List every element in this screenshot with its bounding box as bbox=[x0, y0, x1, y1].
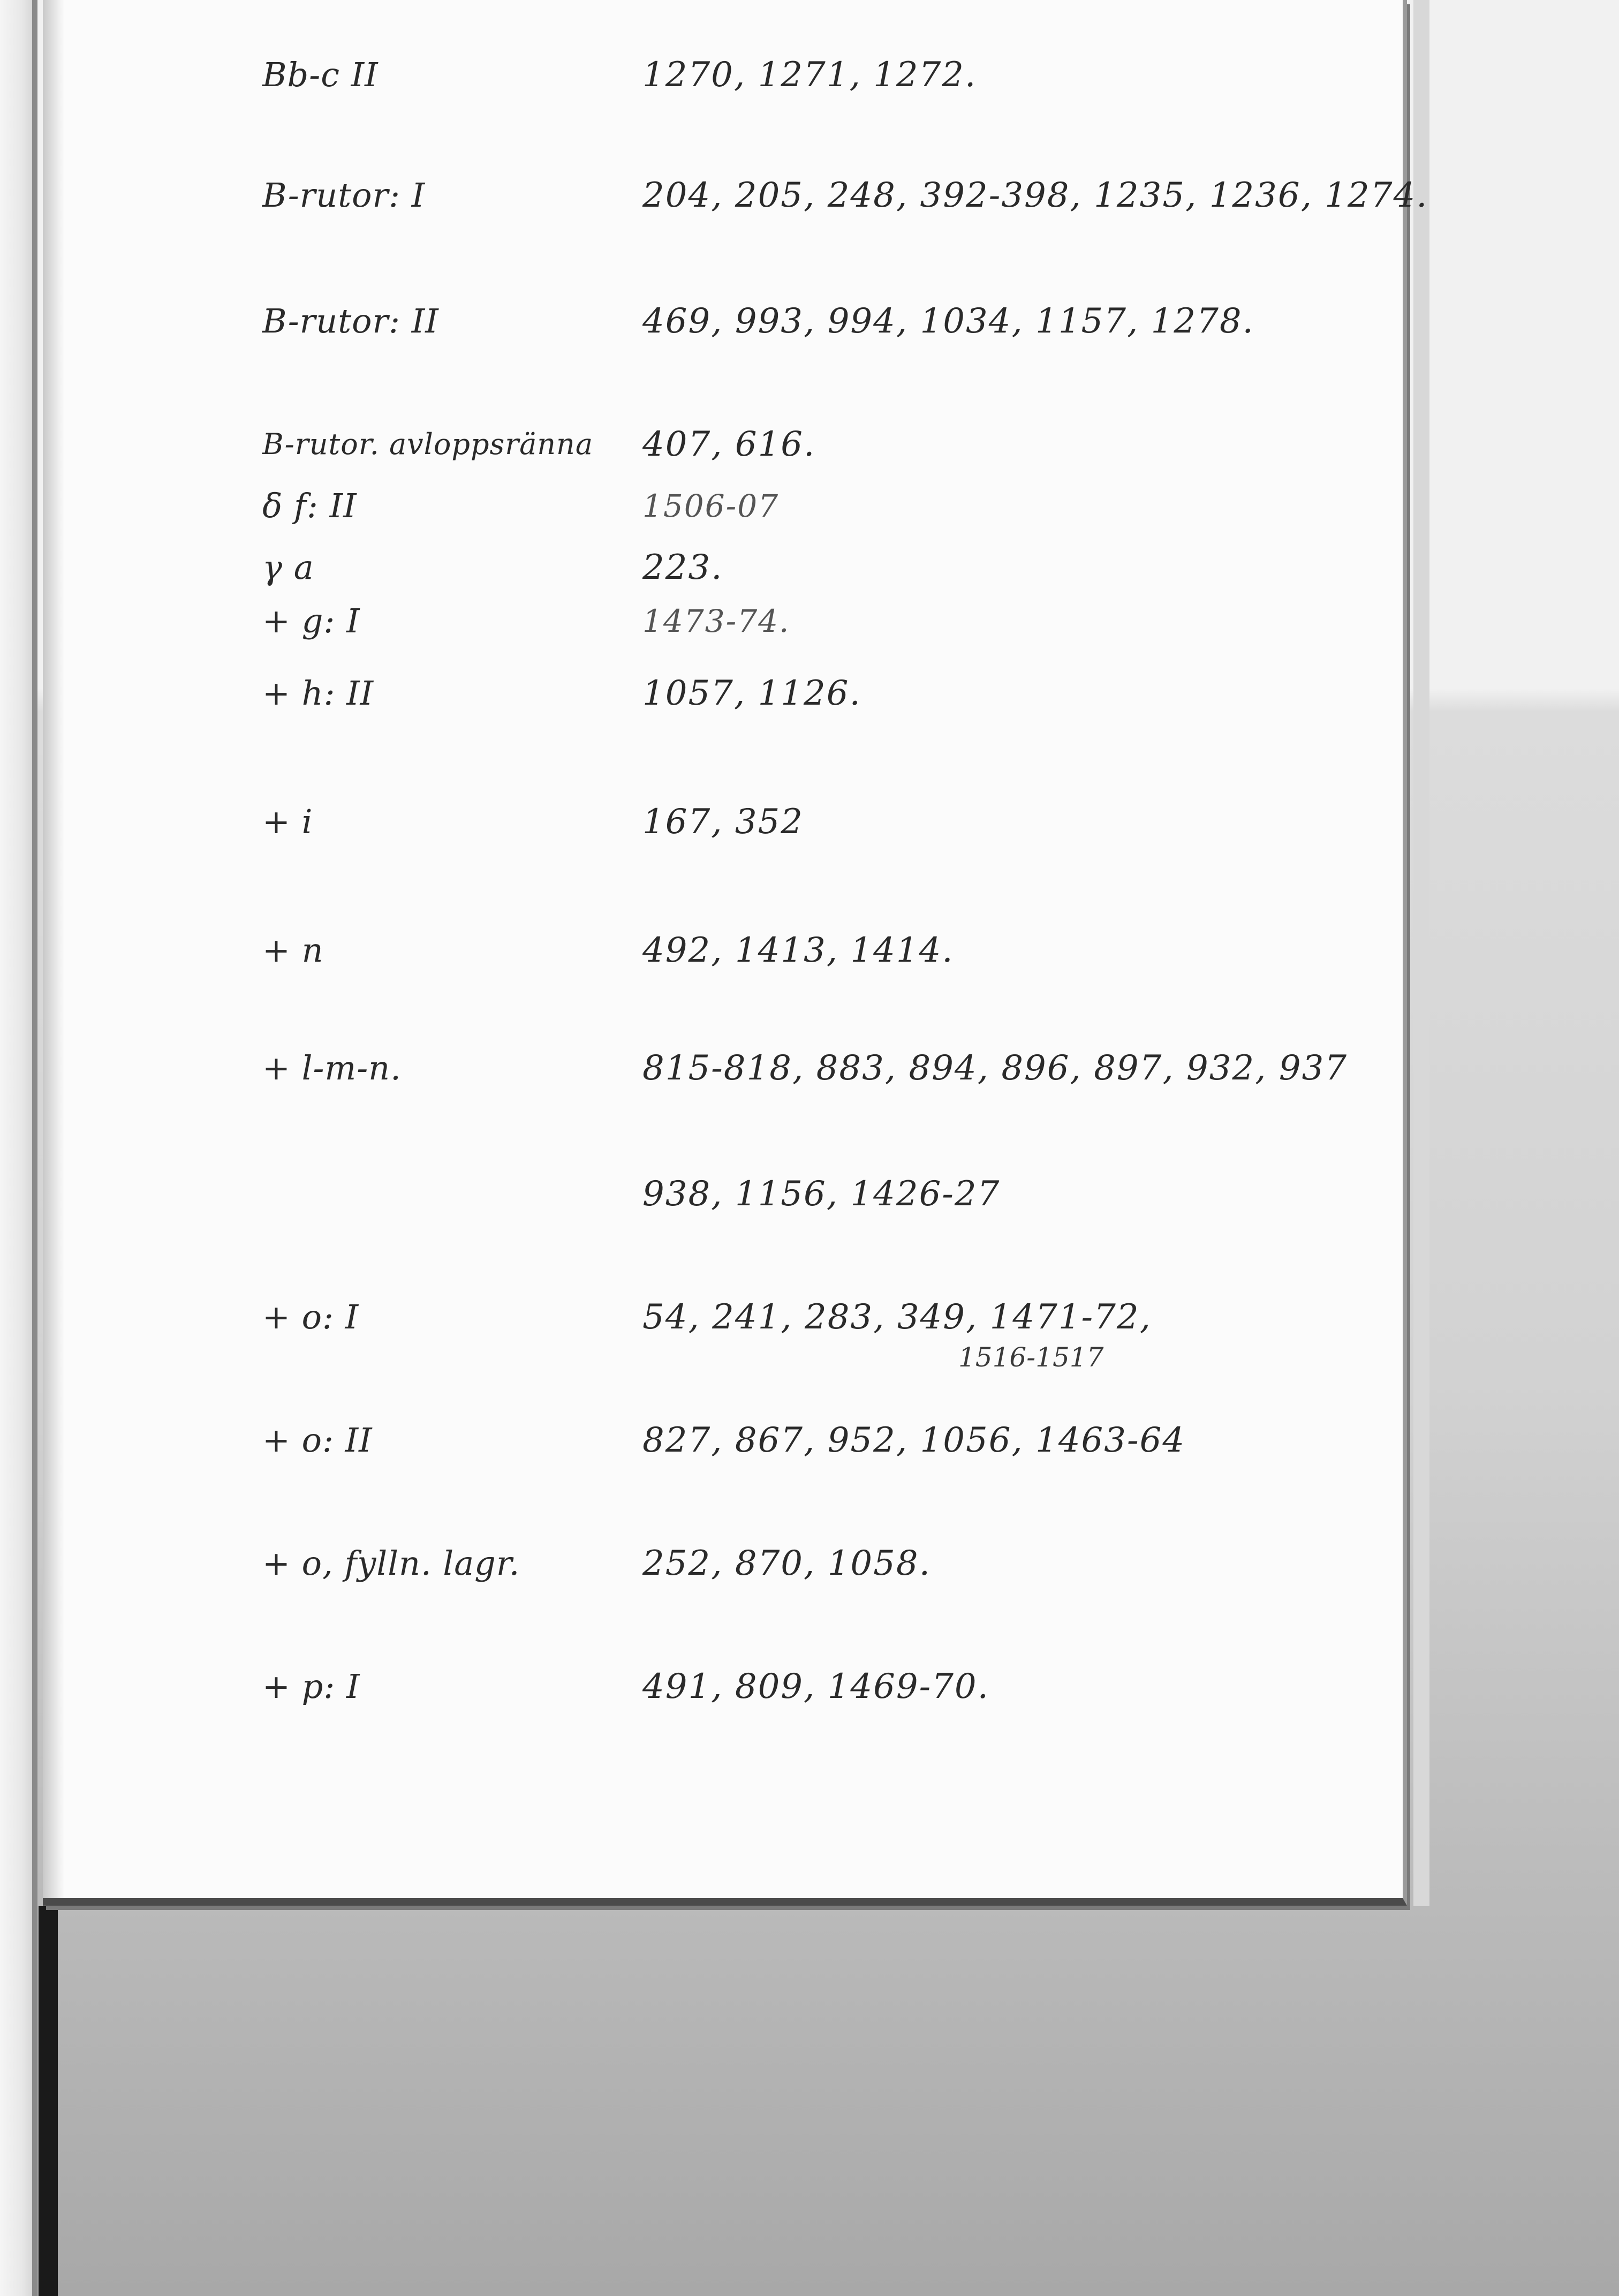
entry-value: 1506-07 bbox=[642, 488, 780, 524]
entry-value: 204, 205, 248, 392-398, 1235, 1236, 1274. bbox=[642, 176, 1428, 215]
entry-label: + o: I bbox=[262, 1297, 359, 1336]
entry-label: δ f: II bbox=[262, 486, 357, 525]
entry-value: 1473-74. bbox=[642, 603, 790, 639]
entry-value: 815-818, 883, 894, 896, 897, 932, 937 bbox=[642, 1048, 1348, 1088]
entry-value: 469, 993, 994, 1034, 1157, 1278. bbox=[642, 301, 1254, 341]
entry-label: + i bbox=[262, 802, 313, 841]
entry-value: 407, 616. bbox=[642, 425, 816, 464]
entry-value: 252, 870, 1058. bbox=[642, 1544, 931, 1583]
entry-label: γ a bbox=[262, 548, 314, 587]
entry-value: 491, 809, 1469-70. bbox=[642, 1667, 989, 1706]
entry-label: B-rutor: II bbox=[262, 301, 439, 341]
entry-label: + g: I bbox=[262, 601, 360, 640]
entry-label: + o, fylln. lagr. bbox=[262, 1544, 520, 1583]
entry-label: B-rutor. avloppsränna bbox=[262, 427, 594, 461]
entry-value: 492, 1413, 1414. bbox=[642, 931, 954, 970]
entry-value: 1057, 1126. bbox=[642, 674, 861, 713]
entry-label: + o: II bbox=[262, 1421, 373, 1460]
binding-shadow bbox=[39, 1906, 58, 2296]
entry-value: 1270, 1271, 1272. bbox=[642, 55, 977, 95]
entry-value: 827, 867, 952, 1056, 1463-64 bbox=[642, 1421, 1186, 1460]
entry-label: B-rutor: I bbox=[262, 176, 426, 215]
entry-label: Bb-c II bbox=[262, 55, 379, 94]
entry-value: 223. bbox=[642, 548, 723, 587]
entry-label: + p: I bbox=[262, 1667, 360, 1706]
entry-label: + l-m-n. bbox=[262, 1048, 402, 1087]
entry-label: + n bbox=[262, 931, 324, 970]
entry-label: + h: II bbox=[262, 674, 374, 713]
entry-subvalue: 1516-1517 bbox=[958, 1342, 1104, 1373]
entry-value: 938, 1156, 1426-27 bbox=[642, 1174, 1001, 1214]
entry-value: 54, 241, 283, 349, 1471-72, bbox=[642, 1297, 1152, 1337]
entry-value: 167, 352 bbox=[642, 802, 804, 842]
